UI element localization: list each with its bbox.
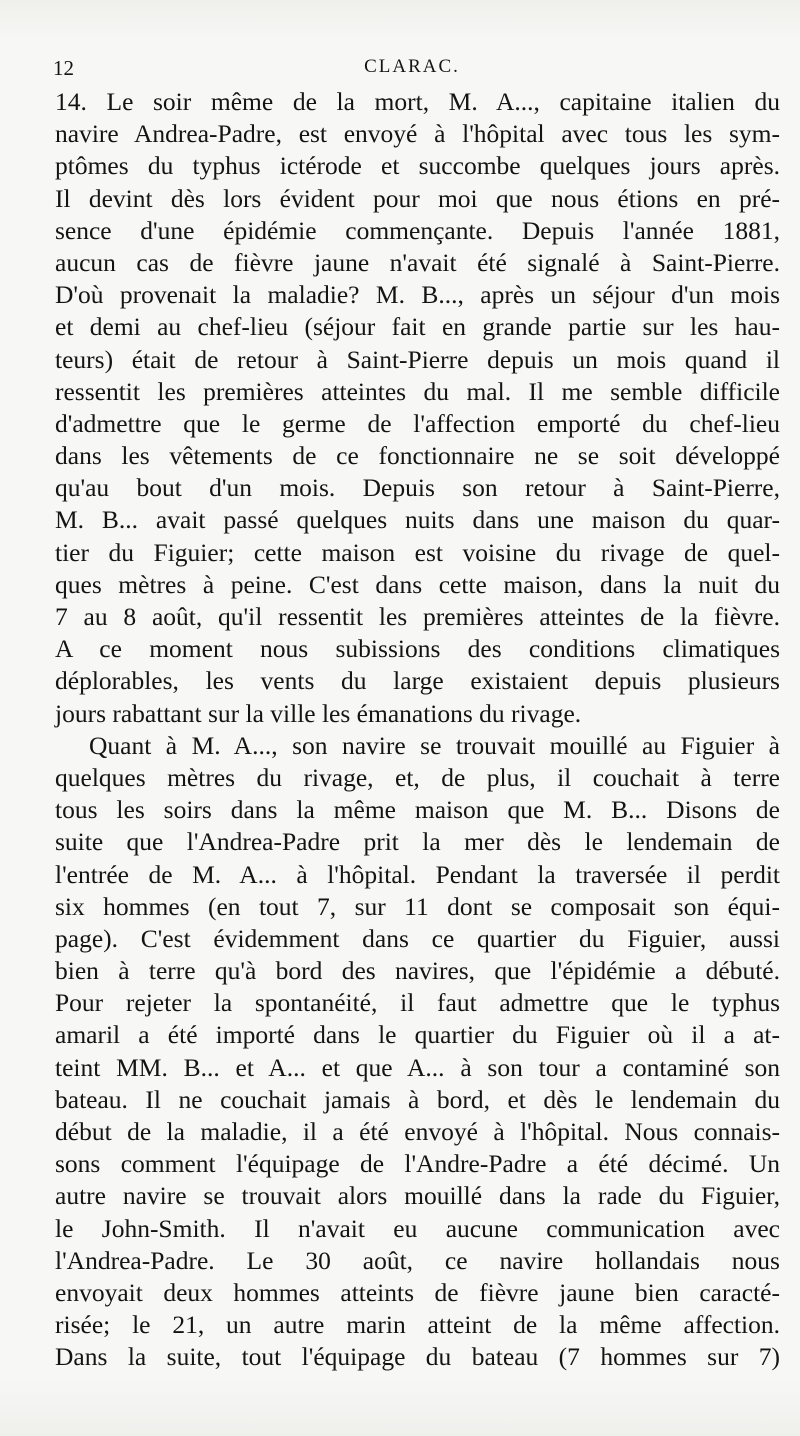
text-line: qu'au bout d'un mois. Depuis son retour à Saint-Pierre,	[55, 473, 780, 503]
text-line: le John-Smith. Il n'avait eu aucune communication avec	[55, 1213, 780, 1243]
text-line: aucun cas de fièvre jaune n'avait été signalé à Saint-Pierre.	[55, 247, 780, 277]
text-line: amaril a été importé dans le quartier du Figuier où il a at-	[55, 1020, 780, 1050]
text-line: déplorables, les vents du large existaient depuis plusieurs	[55, 666, 780, 696]
text-line: teurs) était de retour à Saint-Pierre depuis un mois quand il	[55, 344, 780, 374]
text-line: Il devint dès lors évident pour moi que nous étions en pré-	[55, 183, 780, 213]
text-line: M. B... avait passé quelques nuits dans une maison du quar-	[55, 505, 780, 535]
text-line: teint MM. B... et A... et que A... à son tour a contaminé son	[55, 1052, 780, 1082]
text-line: 14. Le soir même de la mort, M. A..., capitaine italien du	[55, 87, 780, 116]
text-line: ressentit les premières atteintes du mal. Il me semble difficile	[55, 376, 780, 406]
text-line: l'Andrea-Padre. Le 30 août, ce navire hollandais nous	[55, 1245, 780, 1275]
text-line: risée; le 21, un autre marin atteint de la même affection.	[55, 1310, 780, 1340]
text-line: 7 au 8 août, qu'il ressentit les premières atteintes de la fièvre.	[55, 602, 780, 631]
body-text	[55, 86, 780, 1374]
text-line: A ce moment nous subissions des conditions climatiques	[55, 634, 780, 664]
text-line: quelques mètres du rivage, et, de plus, il couchait à terre	[55, 762, 780, 792]
page-number: 12	[53, 56, 74, 80]
text-line: Quant à M. A..., son navire se trouvait mouillé au Figuier à	[89, 730, 780, 760]
text-line: navire Andrea-Padre, est envoyé à l'hôpital avec tous les sym-	[55, 119, 780, 149]
text-line: envoyait deux hommes atteints de fièvre jaune bien caracté-	[55, 1277, 780, 1307]
text-line: bien à terre qu'à bord des navires, que l'épidémie a débuté.	[55, 956, 780, 986]
text-line: six hommes (en tout 7, sur 11 dont se composait son équi-	[55, 891, 780, 921]
text-line: autre navire se trouvait alors mouillé dans la rade du Figuier,	[55, 1181, 780, 1211]
text-line: dans les vêtements de ce fonctionnaire ne se soit développé	[55, 441, 780, 471]
text-line: ptômes du typhus ictérode et succombe quelques jours après.	[55, 151, 780, 181]
text-line: suite que l'Andrea-Padre prit la mer dès le lendemain de	[55, 827, 780, 857]
running-head	[50, 56, 774, 86]
text-line: bateau. Il ne couchait jamais à bord, et dès le lendemain du	[55, 1084, 780, 1114]
text-line: sons comment l'équipage de l'Andre-Padre a été décimé. Un	[55, 1149, 780, 1179]
running-title: CLARAC.	[364, 56, 460, 77]
text-line: D'où provenait la maladie? M. B..., après un séjour d'un mois	[55, 280, 780, 310]
text-line: ques mètres à peine. C'est dans cette maison, dans la nuit du	[55, 569, 780, 599]
text-line: page). C'est évidemment dans ce quartier du Figuier, aussi	[55, 923, 780, 953]
text-line: d'admettre que le germe de l'affection emporté du chef-lieu	[55, 408, 780, 438]
text-line: tier du Figuier; cette maison est voisine du rivage de quel-	[55, 537, 780, 567]
text-line: tous les soirs dans la même maison que M. B... Disons de	[55, 795, 780, 825]
text-line: Pour rejeter la spontanéité, il faut admettre que le typhus	[55, 988, 780, 1018]
text-line: et demi au chef-lieu (séjour fait en grande partie sur les hau-	[55, 312, 780, 342]
text-line: Dans la suite, tout l'équipage du bateau (7 hommes sur 7)	[55, 1342, 780, 1372]
text-line: l'entrée de M. A... à l'hôpital. Pendant la traversée il perdit	[55, 859, 780, 889]
text-line: début de la maladie, il a été envoyé à l'hôpital. Nous connais-	[55, 1117, 780, 1146]
text-line: sence d'une épidémie commençante. Depuis l'année 1881,	[55, 215, 780, 245]
text-line: jours rabattant sur la ville les émanations du rivage.	[55, 698, 582, 728]
